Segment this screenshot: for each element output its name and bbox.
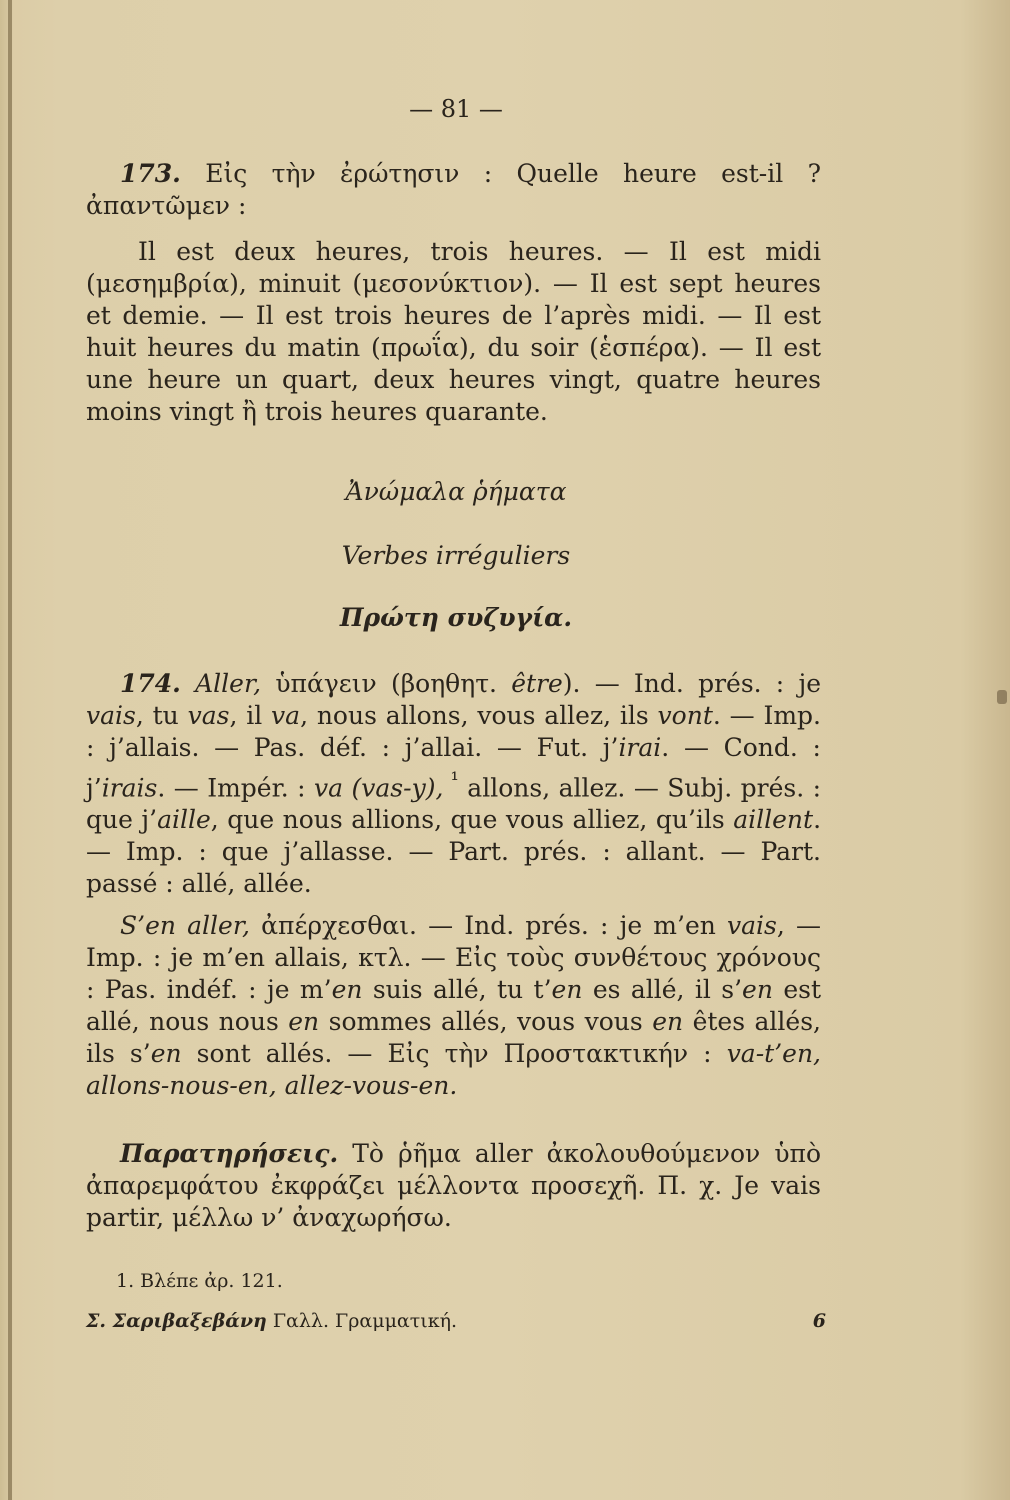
italic-word: en <box>551 975 583 1004</box>
text-run: , il <box>229 701 272 730</box>
signature-author: Σ. Σαριβαξεβάνη <box>86 1310 267 1332</box>
italic-word: aille <box>157 805 211 835</box>
section-number-174: 174. <box>120 669 181 698</box>
text-run: . — Cond. : j’ <box>86 733 821 803</box>
printer-signature <box>86 1308 826 1334</box>
italic-word: irais <box>101 773 158 803</box>
italic-word: vais <box>727 911 777 940</box>
italic-word: en <box>331 975 363 1004</box>
heading-french: Verbes irréguliers <box>341 541 571 570</box>
italic-word: en <box>288 1007 320 1036</box>
italic-word: va <box>271 701 301 730</box>
italic-word: en <box>652 1007 684 1036</box>
italic-word: être <box>511 669 563 698</box>
ink-spot <box>997 690 1007 704</box>
text-run: . — Impér. : <box>157 773 315 803</box>
verb-sen-aller: S’en aller, <box>120 911 250 940</box>
text-run: êtes allés, ils s’ <box>86 1007 821 1068</box>
section-173-intro: Εἰς τὴν ἐρώτησιν : Quelle heure est-il ? ἀπαντῶμεν : <box>86 159 821 220</box>
text-run: suis allé, tu t’ <box>362 975 552 1004</box>
text-run: sont allés. — Εἰς τὴν Προστακτικήν : <box>181 1039 727 1068</box>
section-174-paragraph <box>86 668 821 900</box>
text-run: . — Imp. : j’allais. — Pas. déf. : j’allai. — Fut. j’ <box>86 701 821 762</box>
text-run: , tu <box>135 701 188 730</box>
italic-word: en <box>150 1039 182 1068</box>
footnote-reference: ¹ <box>443 768 459 792</box>
italic-word: va (vas-y), <box>314 773 444 803</box>
italic-word: irai <box>618 733 662 762</box>
text-run: , — Imp. : je m’en allais, κτλ. — Εἰς τοὺς συνθέτους χρόνους : Pas. indéf. : je m’ <box>86 911 821 1004</box>
text-run: sommes allés, vous vous <box>319 1007 653 1036</box>
heading-conjugation: Πρώτη συζυγία. <box>339 603 573 632</box>
page-spine-edge <box>8 0 12 1500</box>
remarks-paragraph <box>86 1138 821 1234</box>
italic-word: aillent <box>733 805 814 835</box>
text-run: allons, allez. — Subj. prés. : que j’ <box>86 773 822 835</box>
text-run: . — Imp. : que j’allasse. — Part. prés. : allant. — Part. passé : allé, allée. <box>86 805 822 899</box>
footnote: 1. Βλέπε ἀρ. 121. <box>116 1270 283 1292</box>
text-run: est allé, nous nous <box>86 975 821 1036</box>
text-run: , nous allons, vous allez, ils <box>300 701 658 730</box>
section-173-question <box>86 158 821 222</box>
section-number-173: 173. <box>120 159 181 188</box>
italic-word: en <box>742 975 773 1004</box>
text-run: ἀπέρχεσθαι. — Ind. prés. : je m’en <box>249 911 728 940</box>
text-run: es allé, il s’ <box>582 975 743 1004</box>
italic-word: vais <box>86 701 136 730</box>
signature-sheet-number: 6 <box>812 1310 826 1332</box>
section-173-body: Il est deux heures, trois heures. — Il est midi (μεσημβρία), minuit (μεσονύκτιον). — Il est sept heures et demie. — Il est trois heures de l’après midi. — Il est huit heures du matin (πρωΐα), du soir (ἑσπέρα). — Il est une heure un quart, deux heures vingt, quatre heures moins vingt ἢ trois heures quarante. <box>86 237 821 426</box>
imperative-forms: va-t’en, allons-nous-en, allez-vous-en. <box>86 1039 821 1100</box>
italic-word: vas <box>187 701 230 730</box>
sen-aller-paragraph <box>86 910 821 1102</box>
verb-aller: Aller, <box>195 669 262 698</box>
remarks-label: Παρατηρήσεις. <box>120 1139 339 1168</box>
remarks-text: Τὸ ῥῆμα aller ἀκολουθούμενον ὑπὸ ἀπαρεμφάτου ἐκφράζει μέλλοντα προσεχῆ. Π. χ. Je vais partir, μέλλω ν’ ἀναχωρήσω. <box>86 1139 821 1232</box>
signature-title: Γαλλ. Γραμματική. <box>266 1310 458 1332</box>
text-run: ). — Ind. prés. : je <box>562 669 821 698</box>
page-number: — 81 — <box>409 95 503 123</box>
italic-word: vont <box>657 701 713 730</box>
text-run: , que nous allions, que vous alliez, qu’ils <box>210 805 734 835</box>
text-run: ὑπάγειν (βοηθητ. <box>261 669 512 698</box>
heading-greek: Ἀνώμαλα ῥήματα <box>345 477 567 506</box>
